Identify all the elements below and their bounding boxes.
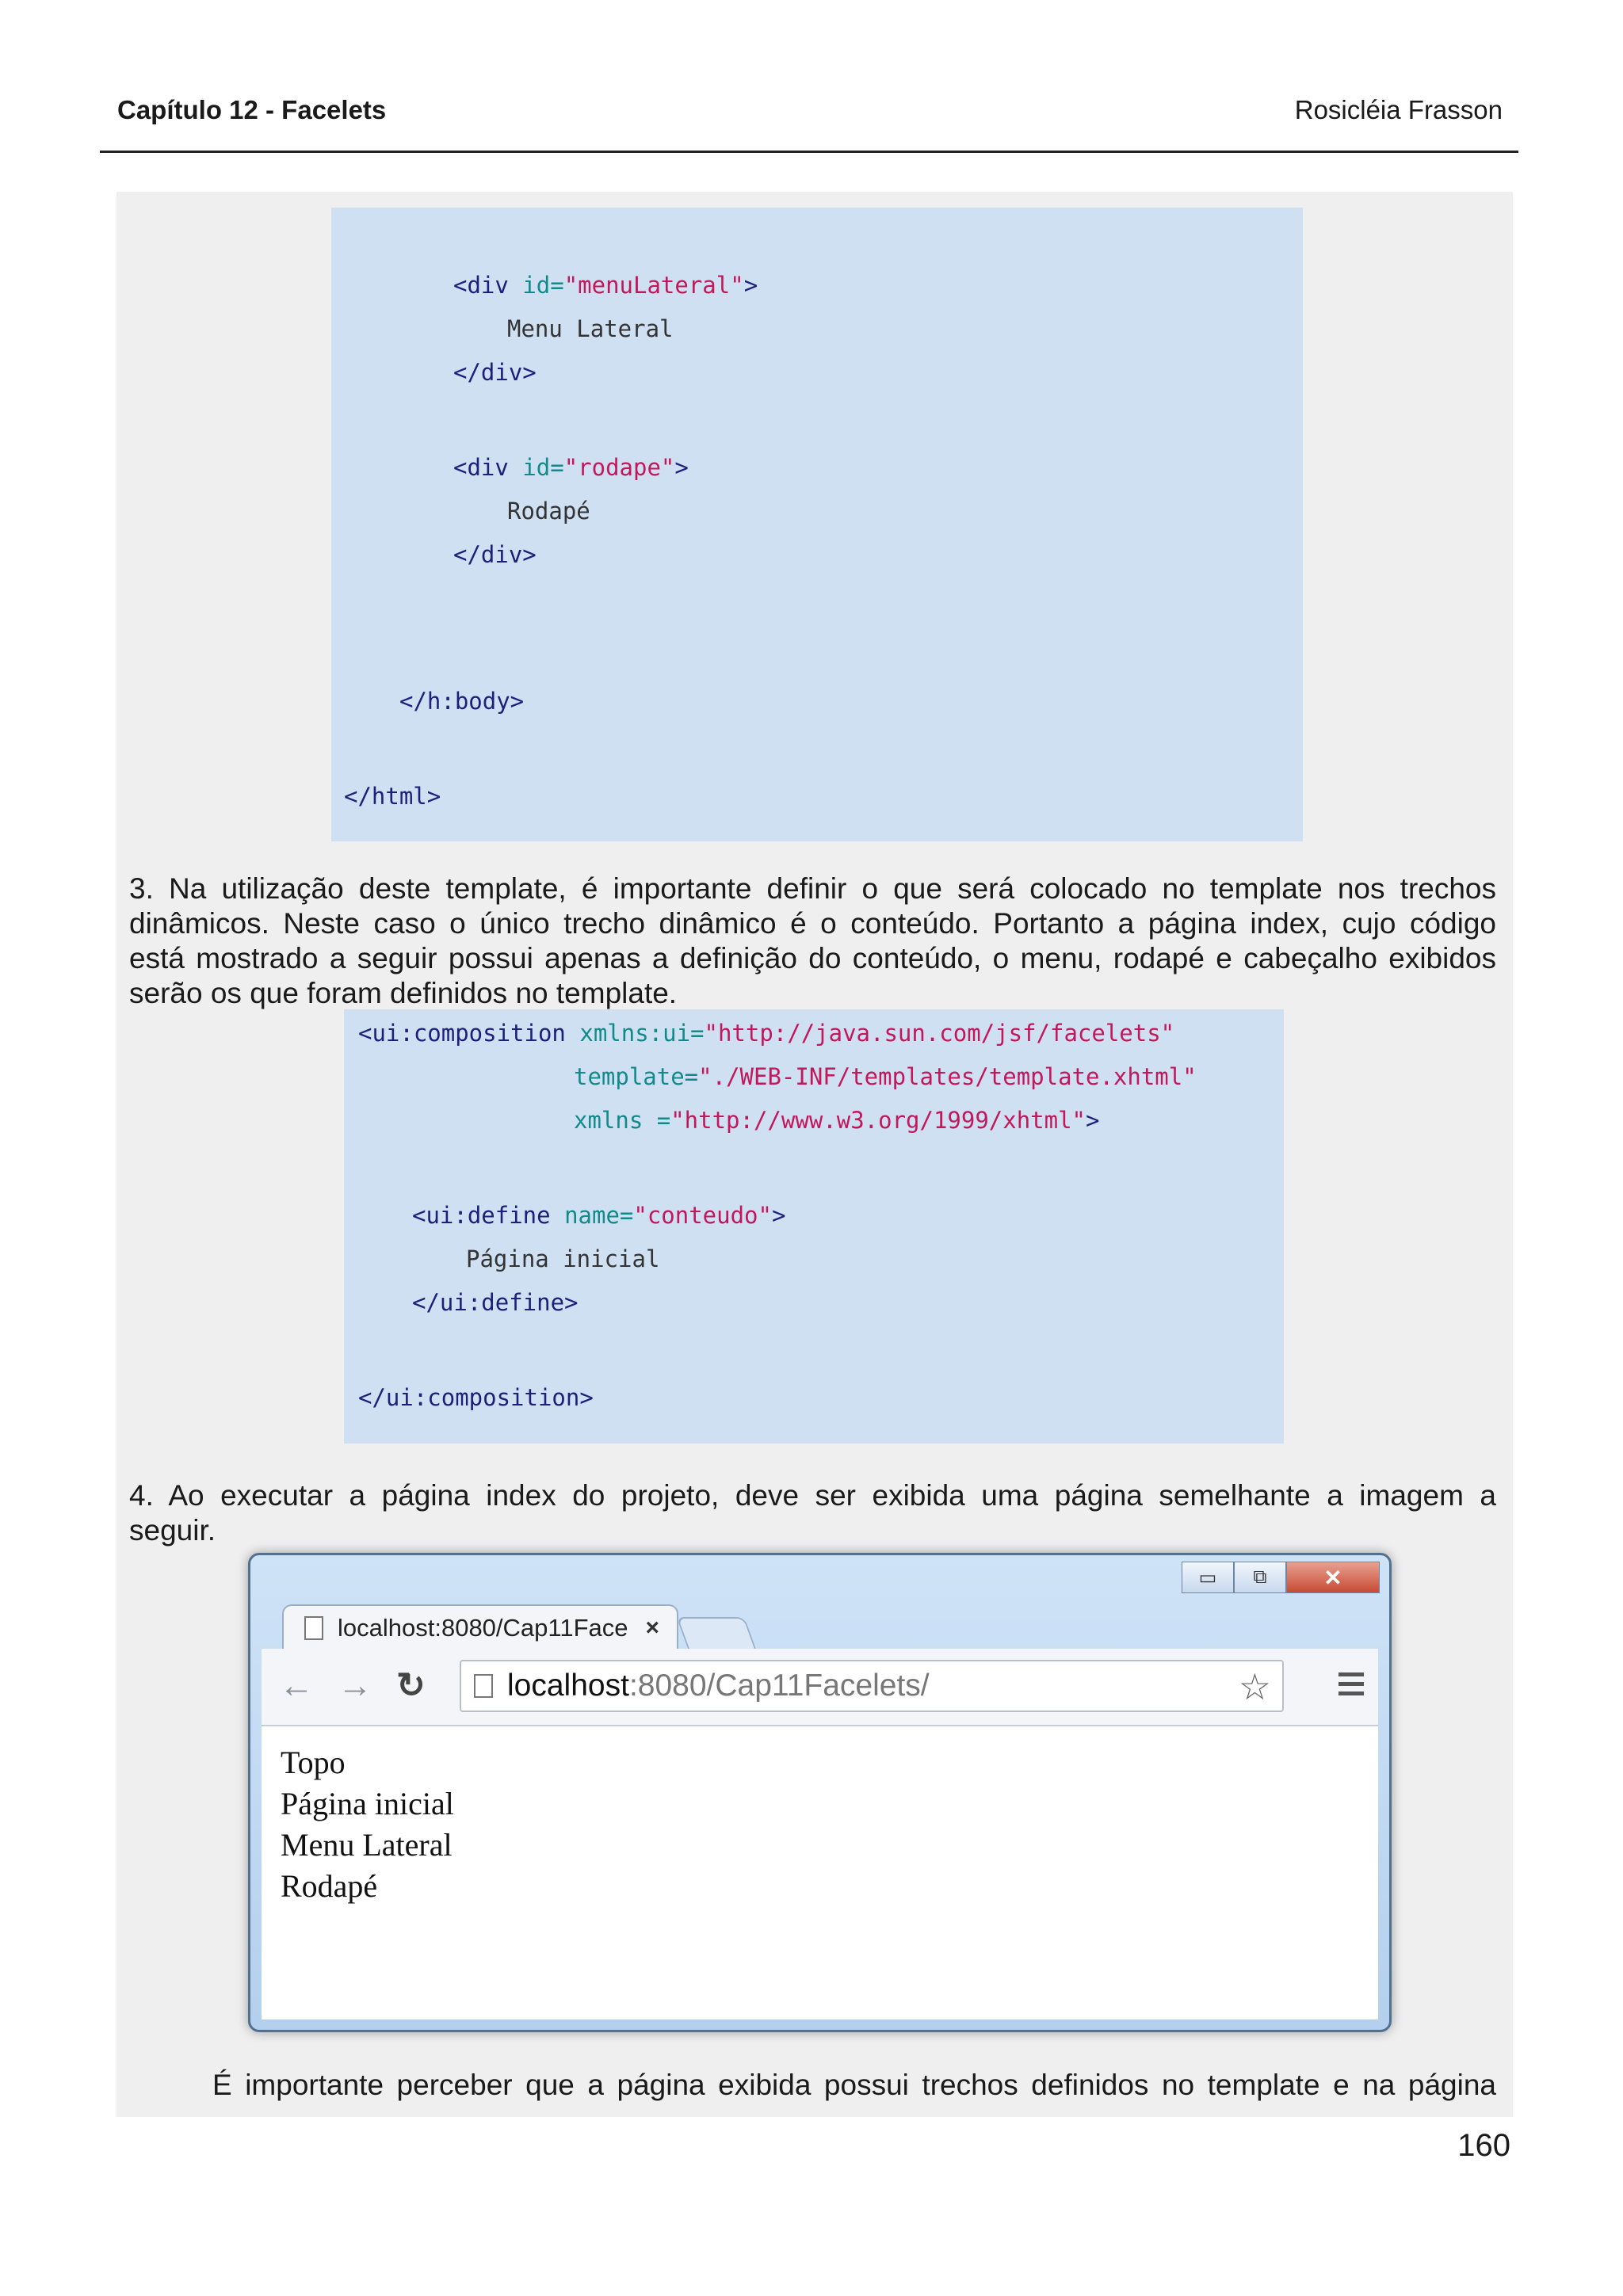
page-text-line: Topo: [281, 1745, 346, 1780]
code-line: [412, 1201, 785, 1230]
code-tag: >: [743, 272, 758, 299]
address-url: [507, 1666, 930, 1706]
code-attr: xmlns:ui=: [579, 1020, 705, 1047]
address-bar[interactable]: [460, 1660, 1284, 1712]
code-line: [574, 1062, 1197, 1091]
tab-close-icon[interactable]: ×: [645, 1615, 660, 1641]
paragraph-4-line: 4. Ao executar a página index do projeto, deve ser exibida uma página semelhante a imagem a: [129, 1479, 1496, 1512]
paragraph-3-line: está mostrado a seguir possui apenas a definição do conteúdo, o menu, rodapé e cabeçalho exibidos: [129, 942, 1496, 974]
close-icon[interactable]: ✕: [1286, 1562, 1380, 1593]
code-value: "http://www.w3.org/1999/xhtml": [670, 1107, 1086, 1134]
code-line: </ui:composition>: [358, 1384, 594, 1411]
page-text-line: Menu Lateral: [281, 1827, 453, 1863]
browser-window: [248, 1553, 1392, 2032]
code-line: [574, 1106, 1099, 1135]
forward-arrow-icon[interactable]: →: [338, 1666, 372, 1705]
code-tag: <ui:define: [412, 1202, 565, 1229]
code-line: [453, 453, 689, 482]
reload-icon[interactable]: ↻: [396, 1666, 426, 1705]
code-value: "./WEB-INF/templates/template.xhtml": [698, 1063, 1197, 1090]
url-path: :8080/Cap11Facelets/: [628, 1669, 930, 1703]
code-tag: <div: [453, 272, 523, 299]
code-line: Menu Lateral: [507, 315, 674, 342]
code-value: "http://java.sun.com/jsf/facelets": [704, 1020, 1175, 1047]
browser-toolbar: [262, 1649, 1378, 1726]
menu-icon[interactable]: [1338, 1672, 1364, 1701]
browser-viewport: [262, 1726, 1378, 2019]
code-attr: xmlns =: [574, 1107, 671, 1134]
url-host: localhost: [507, 1669, 629, 1703]
code-attr: name=: [564, 1202, 634, 1229]
code-line: </div>: [453, 359, 537, 386]
page-icon: [474, 1674, 493, 1698]
page-text-line: Rodapé: [281, 1868, 378, 1904]
paragraph-3-line: serão os que foram definidos no template.: [129, 977, 678, 1009]
code-tag: >: [771, 1202, 786, 1229]
paragraph-3-line: 3. Na utilização deste template, é importante definir o que será colocado no template nos trechos: [129, 872, 1496, 905]
author-name: Rosicléia Frasson: [1294, 95, 1503, 124]
code-line: Página inicial: [466, 1245, 660, 1272]
code-value: "rodape": [563, 454, 675, 481]
code-line: </html>: [344, 783, 441, 810]
code-attr: template=: [574, 1063, 699, 1090]
code-attr: id=: [522, 454, 564, 481]
page-icon: [304, 1616, 323, 1640]
star-icon[interactable]: ☆: [1238, 1666, 1271, 1707]
paragraph-5: É importante perceber que a página exibida possui trechos definidos no template e na página: [212, 2069, 1496, 2101]
code-line: </div>: [453, 541, 537, 568]
code-line: </ui:define>: [412, 1289, 579, 1316]
maximize-icon[interactable]: ⧉: [1234, 1562, 1286, 1593]
code-line: </h:body>: [399, 688, 525, 715]
code-attr: id=: [522, 272, 564, 299]
chapter-title: Capítulo 12 - Facelets: [117, 95, 387, 124]
code-block-index: [344, 1009, 1284, 1444]
code-block-template-end: [331, 208, 1303, 841]
tab-title: localhost:8080/Cap11Face: [338, 1614, 628, 1642]
paragraph-4-line: seguir.: [129, 1514, 216, 1547]
paragraph-3-line: dinâmicos. Neste caso o único trecho dinâmico é o conteúdo. Portanto a página index, cujo código: [129, 907, 1496, 940]
code-line: [453, 271, 758, 299]
header-divider: [100, 151, 1518, 153]
code-line: [358, 1019, 1174, 1047]
page-text-line: Página inicial: [281, 1786, 454, 1821]
window-controls: [1182, 1562, 1380, 1593]
code-tag: >: [1086, 1107, 1100, 1134]
code-value: "conteudo": [633, 1202, 772, 1229]
code-line: Rodapé: [507, 498, 590, 524]
back-arrow-icon[interactable]: ←: [279, 1666, 314, 1705]
page-number: 160: [1457, 2128, 1510, 2163]
browser-tab[interactable]: [282, 1604, 678, 1650]
code-value: "menuLateral": [563, 272, 744, 299]
minimize-icon[interactable]: ▭: [1182, 1562, 1234, 1593]
code-tag: <div: [453, 454, 523, 481]
new-tab-button[interactable]: [676, 1617, 756, 1650]
code-tag: >: [674, 454, 689, 481]
code-tag: <ui:composition: [358, 1020, 580, 1047]
